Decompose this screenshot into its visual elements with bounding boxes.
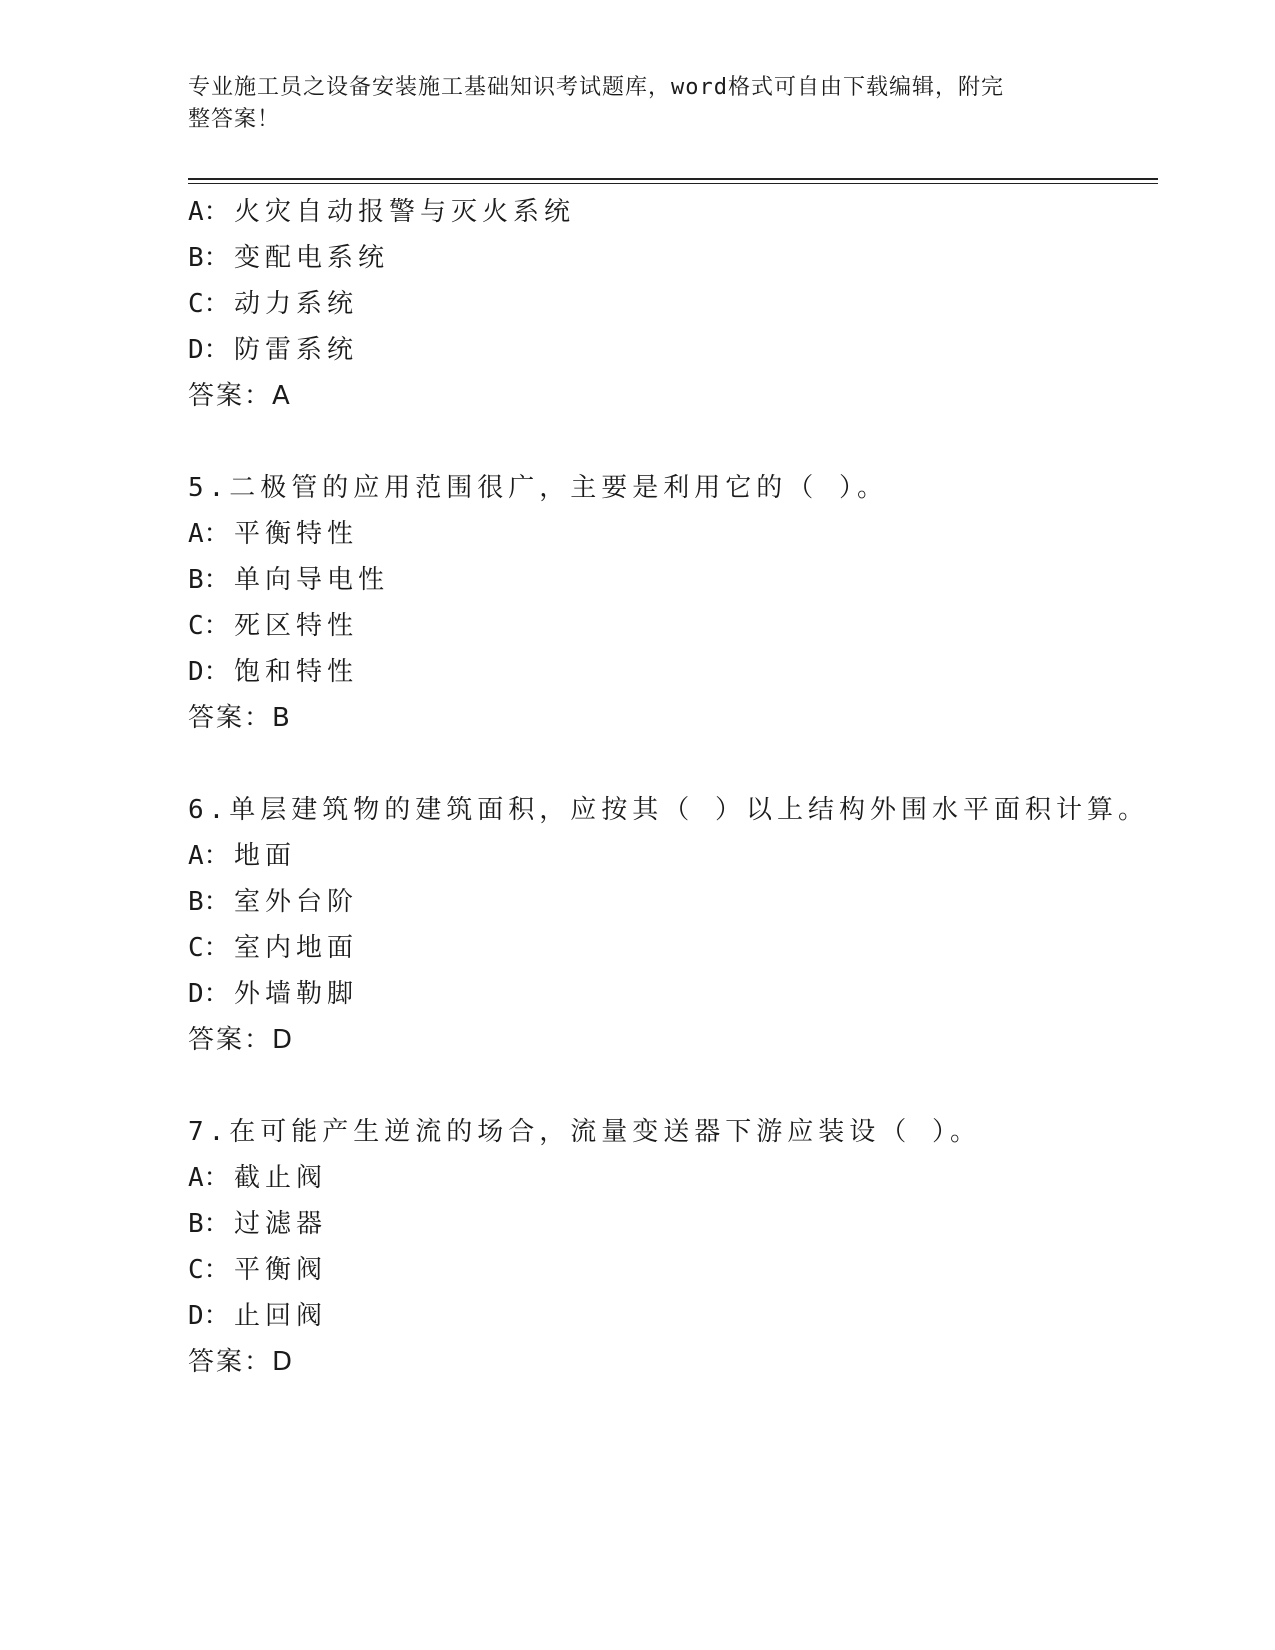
header-line-1: 专业施工员之设备安装施工基础知识考试题库，word格式可自由下载编辑，附完 [188, 75, 1004, 100]
option-c [188, 603, 1168, 649]
option-text: 平衡特性 [234, 519, 359, 549]
option-text: 过滤器 [234, 1209, 328, 1239]
option-c [188, 281, 1168, 327]
answer-line: 答案：D [188, 1347, 295, 1377]
option-label: A： [188, 519, 230, 549]
answer-line: 答案：A [188, 381, 292, 411]
option-text: 室外台阶 [234, 887, 359, 917]
option-a [188, 511, 1168, 557]
header-divider-thin [188, 183, 1158, 184]
document-header [188, 72, 1088, 136]
question-block-continued [188, 189, 1168, 419]
option-label: B： [188, 1209, 230, 1239]
option-d [188, 1293, 1168, 1339]
spacer [188, 741, 1168, 787]
option-label: A： [188, 197, 230, 227]
option-label: D： [188, 335, 230, 365]
option-text: 火灾自动报警与灭火系统 [234, 197, 576, 227]
option-a [188, 189, 1168, 235]
option-d [188, 971, 1168, 1017]
option-d [188, 327, 1168, 373]
option-b [188, 879, 1168, 925]
option-b [188, 1201, 1168, 1247]
option-text: 死区特性 [234, 611, 359, 641]
option-c [188, 925, 1168, 971]
answer-line: 答案：D [188, 1025, 295, 1055]
option-label: A： [188, 1163, 230, 1193]
option-text: 平衡阀 [234, 1255, 328, 1285]
option-label: A： [188, 841, 230, 871]
question-stem: 7.在可能产生逆流的场合，流量变送器下游应装设（ ）。 [188, 1117, 981, 1147]
option-text: 室内地面 [234, 933, 359, 963]
question-block-7 [188, 1109, 1168, 1385]
option-label: D： [188, 979, 230, 1009]
header-line-2: 整答案！ [188, 107, 281, 132]
option-text: 截止阀 [234, 1163, 328, 1193]
answer-line: 答案：B [188, 703, 292, 733]
option-text: 外墙勒脚 [234, 979, 359, 1009]
option-a [188, 1155, 1168, 1201]
option-c [188, 1247, 1168, 1293]
spacer [188, 419, 1168, 465]
option-label: B： [188, 565, 230, 595]
option-text: 变配电系统 [234, 243, 390, 273]
question-list [188, 189, 1168, 1385]
option-b [188, 235, 1168, 281]
option-label: C： [188, 933, 230, 963]
option-text: 防雷系统 [234, 335, 359, 365]
option-text: 单向导电性 [234, 565, 390, 595]
option-text: 止回阀 [234, 1301, 328, 1331]
question-block-6 [188, 787, 1168, 1063]
option-label: C： [188, 289, 230, 319]
question-block-5 [188, 465, 1168, 741]
option-label: D： [188, 657, 230, 687]
option-label: C： [188, 1255, 230, 1285]
header-divider-thick [188, 178, 1158, 180]
option-text: 动力系统 [234, 289, 359, 319]
question-stem: 5.二极管的应用范围很广，主要是利用它的（ ）。 [188, 473, 888, 503]
option-b [188, 557, 1168, 603]
option-label: C： [188, 611, 230, 641]
option-text: 饱和特性 [234, 657, 359, 687]
option-label: B： [188, 243, 230, 273]
option-label: B： [188, 887, 230, 917]
option-d [188, 649, 1168, 695]
spacer [188, 1063, 1168, 1109]
question-stem: 6.单层建筑物的建筑面积，应按其（ ）以上结构外围水平面积计算。 [188, 795, 1149, 825]
option-label: D： [188, 1301, 230, 1331]
option-text: 地面 [234, 841, 297, 871]
option-a [188, 833, 1168, 879]
